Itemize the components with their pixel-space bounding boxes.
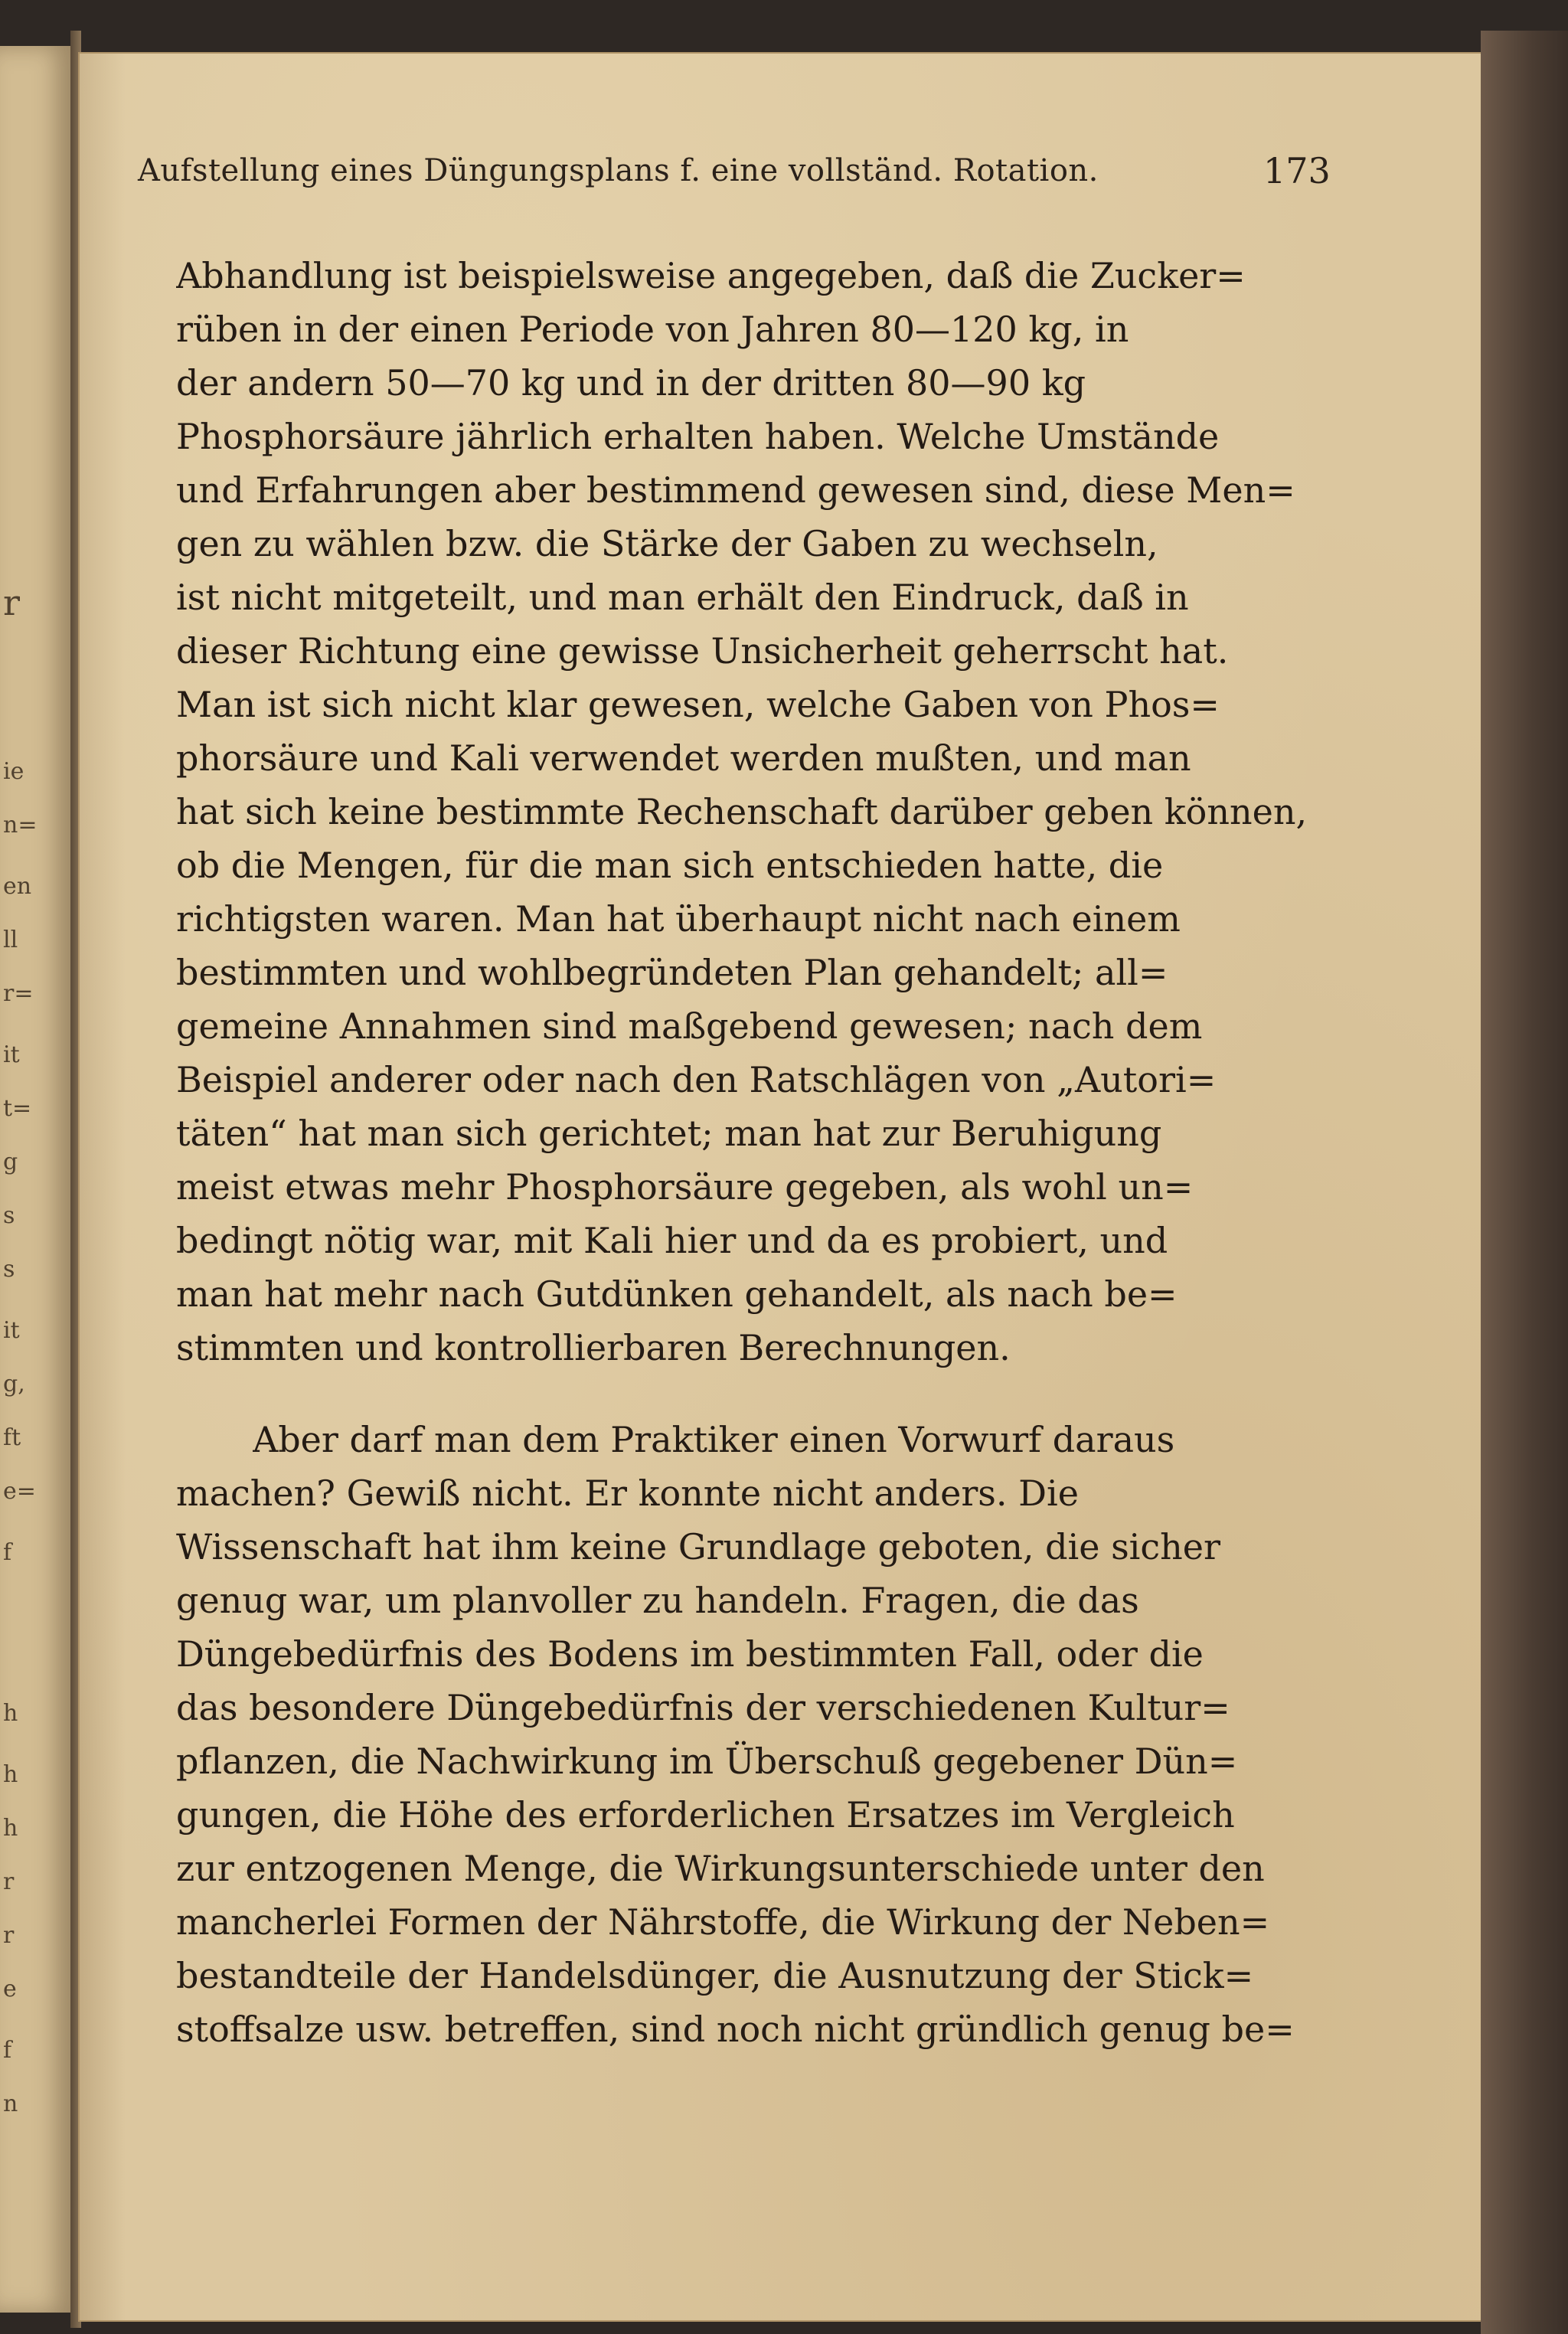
text-line: ist nicht mitgeteilt, und man erhält den Eindruck, daß in	[176, 577, 1189, 618]
text-line: pflanzen, die Nachwirkung im Überschuß gegebener Dün=	[176, 1741, 1238, 1782]
left-page-fragment: f	[3, 1539, 12, 1566]
left-page-fragment: it	[3, 1317, 20, 1344]
left-page-fragment: r	[3, 582, 20, 623]
text-line: Man ist sich nicht klar gewesen, welche Gaben von Phos=	[176, 684, 1220, 725]
left-facing-page	[0, 46, 75, 2313]
text-line: meist etwas mehr Phosphorsäure gegeben, als wohl un=	[176, 1166, 1194, 1208]
book-cover-edge	[1481, 31, 1568, 2334]
left-page-fragment: ft	[3, 1424, 21, 1451]
left-page-fragment: s	[3, 1202, 15, 1229]
left-page-fragment: r=	[3, 980, 34, 1007]
left-page-fragment: n	[3, 2090, 18, 2117]
text-line: stimmten und kontrollierbaren Berechnungen.	[176, 1327, 1011, 1368]
left-page-fragment: n=	[3, 812, 38, 838]
text-line: Beispiel anderer oder nach den Ratschlägen von „Autori=	[176, 1059, 1217, 1100]
text-line: Wissenschaft hat ihm keine Grundlage geboten, die sicher	[176, 1526, 1220, 1567]
left-page-fragment: e=	[3, 1478, 36, 1505]
paragraph-first-line: Aber darf man dem Praktiker einen Vorwurf daraus	[253, 1419, 1175, 1460]
text-line: stoffsalze usw. betreffen, sind noch nicht gründlich genug be=	[176, 2009, 1295, 2050]
text-line: und Erfahrungen aber bestimmend gewesen sind, diese Men=	[176, 469, 1295, 511]
text-line: bestimmten und wohlbegründeten Plan gehandelt; all=	[176, 952, 1168, 993]
left-page-fragment: g	[3, 1149, 18, 1175]
left-page-fragment: r	[3, 1922, 15, 1949]
left-page-fragment: it	[3, 1041, 20, 1068]
left-page-fragment: h	[3, 1761, 18, 1788]
page-number: 173	[1263, 150, 1331, 191]
text-line: täten“ hat man sich gerichtet; man hat zur Beruhigung	[176, 1113, 1162, 1154]
left-page-fragment: g,	[3, 1371, 25, 1397]
text-line: bedingt nötig war, mit Kali hier und da es probiert, und	[176, 1220, 1168, 1261]
text-line: ob die Mengen, für die man sich entschieden hatte, die	[176, 845, 1164, 886]
left-page-fragment: e	[3, 1976, 17, 2002]
left-page-fragment: s	[3, 1256, 15, 1283]
text-line: mancherlei Formen der Nährstoffe, die Wirkung der Neben=	[176, 1901, 1270, 1943]
left-page-fragment: h	[3, 1700, 18, 1727]
text-line: gen zu wählen bzw. die Stärke der Gaben zu wechseln,	[176, 523, 1158, 564]
left-page-fragment: ll	[3, 927, 18, 953]
text-line: machen? Gewiß nicht. Er konnte nicht anders. Die	[176, 1473, 1079, 1514]
left-page-fragment: h	[3, 1815, 18, 1842]
text-line: dieser Richtung eine gewisse Unsicherheit geherrscht hat.	[176, 630, 1229, 672]
text-line: man hat mehr nach Gutdünken gehandelt, als nach be=	[176, 1273, 1178, 1315]
text-line: genug war, um planvoller zu handeln. Fragen, die das	[176, 1580, 1139, 1621]
text-line: bestandteile der Handelsdünger, die Ausnutzung der Stick=	[176, 1955, 1254, 1996]
text-line: das besondere Düngebedürfnis der verschiedenen Kultur=	[176, 1687, 1230, 1728]
text-line: Düngebedürfnis des Bodens im bestimmten Fall, oder die	[176, 1633, 1204, 1675]
text-line: phorsäure und Kali verwendet werden mußten, und man	[176, 737, 1191, 779]
text-line: zur entzogenen Menge, die Wirkungsunterschiede unter den	[176, 1848, 1265, 1889]
text-line: der andern 50—70 kg und in der dritten 80—90 kg	[176, 362, 1086, 404]
left-page-fragment: t=	[3, 1095, 32, 1122]
text-line: gemeine Annahmen sind maßgebend gewesen; nach dem	[176, 1005, 1203, 1047]
text-line: Phosphorsäure jährlich erhalten haben. Welche Umstände	[176, 416, 1220, 457]
left-page-fragment: en	[3, 873, 32, 900]
text-line: hat sich keine bestimmte Rechenschaft darüber geben können,	[176, 791, 1308, 832]
text-line: Abhandlung ist beispielsweise angegeben, daß die Zucker=	[176, 255, 1246, 296]
text-line: rüben in der einen Periode von Jahren 80—120 kg, in	[176, 309, 1129, 350]
left-page-fragment: ie	[3, 758, 24, 785]
left-page-fragment: f	[3, 2037, 12, 2064]
text-line: richtigsten waren. Man hat überhaupt nicht nach einem	[176, 898, 1181, 940]
running-header: Aufstellung eines Düngungsplans f. eine vollständ. Rotation.	[138, 153, 1099, 188]
text-line: gungen, die Höhe des erforderlichen Ersatzes im Vergleich	[176, 1794, 1235, 1835]
left-page-fragment: r	[3, 1868, 15, 1895]
